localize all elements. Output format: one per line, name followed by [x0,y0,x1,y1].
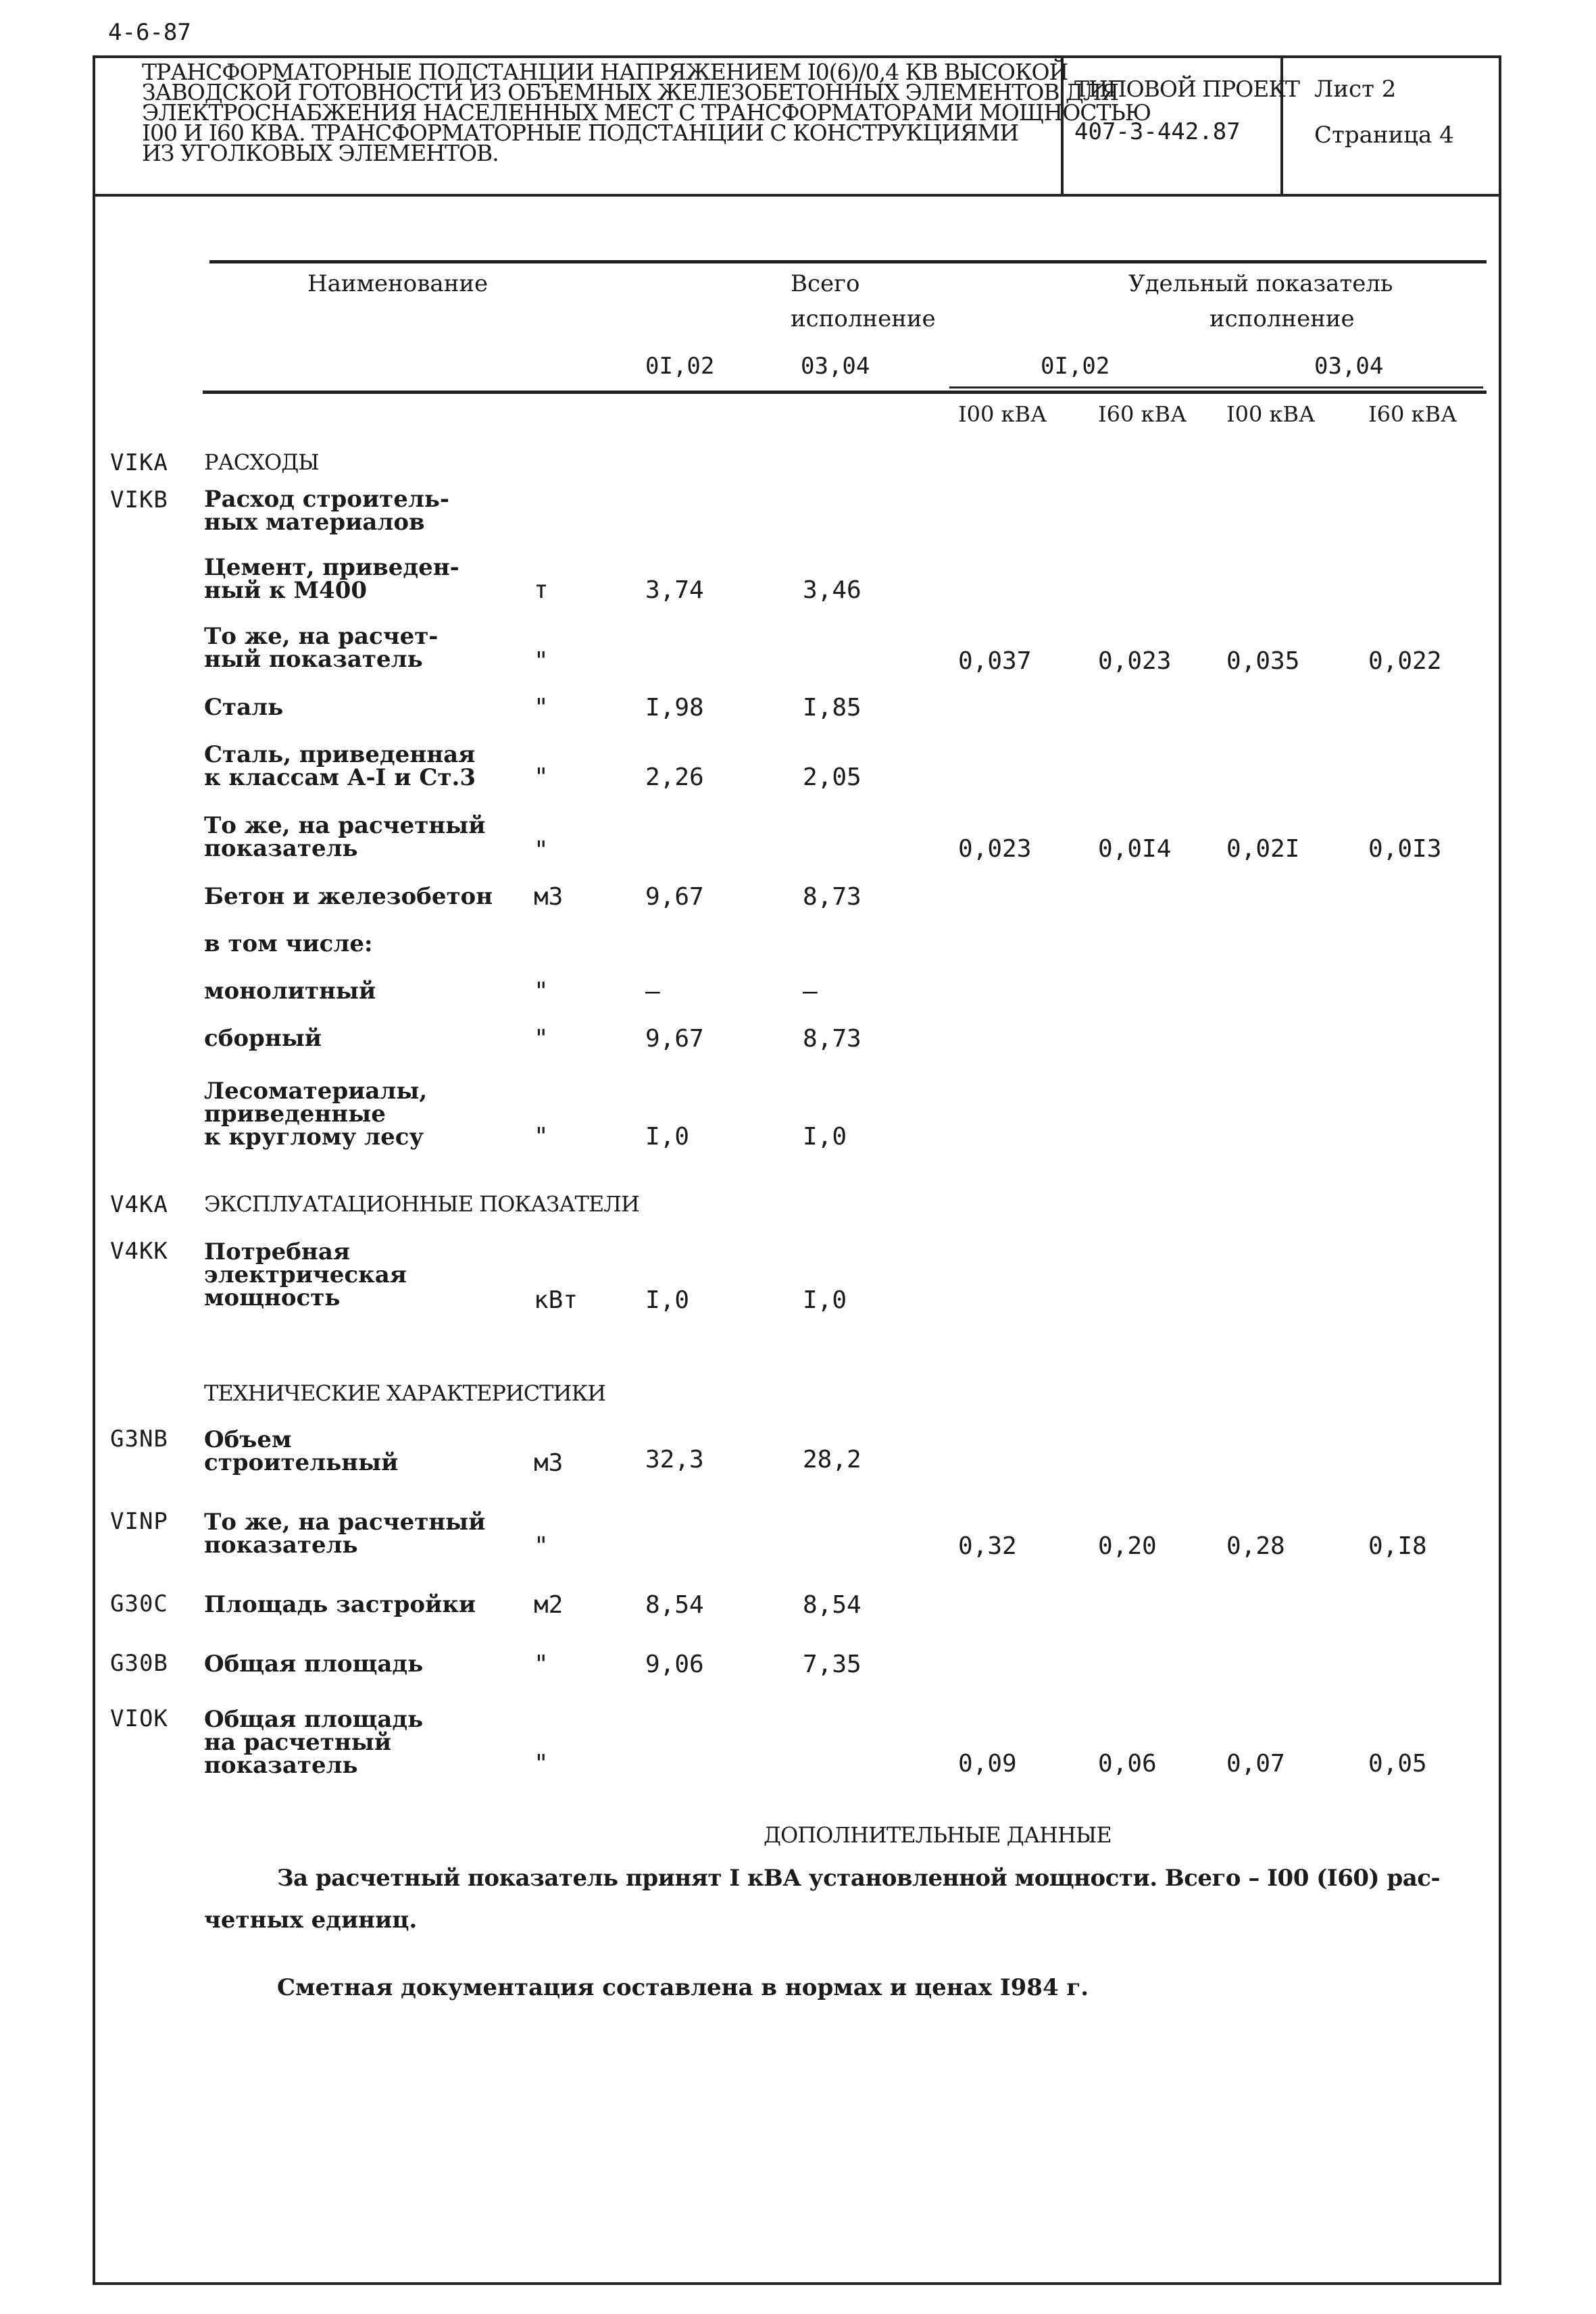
row-label-line: То же, на расчетный [204,812,486,839]
row-unit: " [534,836,549,864]
row-label [204,1653,423,1676]
row-label-line: монолитный [204,978,376,1005]
row-label [204,1027,322,1050]
section-heading-technical: ТЕХНИЧЕСКИЕ ХАРАКТЕРИСТИКИ [204,1380,606,1406]
row-label-line: сборный [204,1025,322,1052]
row-unit: т [534,576,549,604]
header-kva-3: I00 кВА [1226,401,1316,427]
table-header-rule [203,391,1487,394]
total-0102: – [645,978,660,1005]
row-label-line: Общая площадь [204,1651,424,1678]
title-line: ТРАНСФОРМАТОРНЫЕ ПОДСТАНЦИИ НАПРЯЖЕНИЕМ I0(6)/0,4 КВ ВЫСОКОЙ [142,59,1068,85]
row-unit: " [534,694,549,722]
spec-100-0102: 0,09 [958,1750,1017,1778]
title-line: I00 И I60 КВА. ТРАНСФОРМАТОРНЫЕ ПОДСТАНЦИИ С КОНСТРУКЦИЯМИ [142,120,1019,146]
row-label [204,488,449,534]
row-label [204,1708,423,1777]
row-label-line: строительный [204,1449,399,1476]
page-frame [93,55,1501,2285]
total-0102: 9,67 [645,883,704,911]
row-label-line: Общая площадь [204,1706,424,1733]
header-spec-0102: 0I,02 [1041,353,1110,380]
row-label [204,1240,407,1309]
row-label [204,743,476,789]
row-code: V4KK [110,1238,168,1265]
total-0304: 8,73 [803,883,862,911]
spec-100-0102: 0,037 [958,647,1032,675]
total-0304: 28,2 [803,1446,862,1474]
row-label-line: ных материалов [204,509,425,536]
row-label-line: к круглому лесу [204,1124,424,1151]
header-specific-exec: исполнение [1210,305,1355,332]
row-code: VIKB [110,486,168,513]
row-label [204,814,485,860]
header-specific: Удельный показатель [1128,270,1393,297]
row-code: G3NB [110,1426,168,1453]
section-heading-operational: ЭКСПЛУАТАЦИОННЫЕ ПОКАЗАТЕЛИ [204,1191,639,1217]
total-0304: I,85 [803,694,862,722]
total-0102: 8,54 [645,1591,704,1619]
header-total-exec: исполнение [791,305,936,332]
spec-100-0304: 0,07 [1226,1750,1285,1778]
row-unit: " [534,978,549,1005]
header-total: Всего [791,270,860,297]
total-0304: 8,54 [803,1591,862,1619]
row-code: VIKA [110,449,168,476]
spec-160-0304: 0,I8 [1368,1532,1427,1560]
row-label-line: Цемент, приведен- [204,554,459,581]
total-0304: 3,46 [803,576,862,604]
total-0304: – [803,978,818,1005]
row-label [204,556,459,602]
total-0102: 32,3 [645,1446,704,1474]
additional-paragraph-1: За расчетный показатель принят I кВА установленной мощности. Всего – I00 (I60) рас- [277,1865,1441,1892]
row-label-line: Бетон и железобетон [204,883,493,910]
row-label-line: Расход строитель- [204,486,450,513]
spec-100-0304: 0,28 [1226,1532,1285,1560]
row-label-line: ный показатель [204,646,423,673]
section-heading-expenses: РАСХОДЫ [204,449,319,475]
row-unit: м3 [534,883,564,911]
title-line: ИЗ УГОЛКОВЫХ ЭЛЕМЕНТОВ. [142,140,499,166]
project-label: ТИПОВОЙ ПРОЕКТ [1074,76,1299,102]
row-unit: м2 [534,1591,564,1619]
spec-160-0102: 0,023 [1098,647,1172,675]
row-label-line: Лесоматериалы, [204,1078,428,1105]
total-0304: 2,05 [803,763,862,791]
row-label [204,1593,476,1616]
header-kva-4: I60 кВА [1368,401,1457,427]
row-label-line: Потребная [204,1238,350,1265]
row-label [204,980,376,1003]
total-0102: 9,06 [645,1651,704,1678]
row-label-line: показатель [204,835,358,862]
row-label [204,1511,485,1557]
row-label [204,1428,398,1474]
total-0102: I,98 [645,694,704,722]
row-label-line: То же, на расчет- [204,623,439,650]
row-label [204,932,373,955]
row-label-line: Объем [204,1426,292,1453]
row-label [204,625,438,671]
row-code: V4KA [110,1191,168,1218]
header-spec-0304: 03,04 [1314,353,1384,380]
spec-100-0304: 0,02I [1226,835,1300,863]
spec-100-0102: 0,32 [958,1532,1017,1560]
sheet-number: Лист 2 [1314,76,1397,103]
additional-paragraph-1-cont: четных единиц. [204,1907,418,1934]
header-name: Наименование [307,270,489,297]
row-label-line: электрическая [204,1261,407,1288]
spec-160-0102: 0,06 [1098,1750,1157,1778]
row-code: G30C [110,1590,168,1617]
doc-code: 4-6-87 [108,19,191,46]
total-0304: I,0 [803,1286,847,1314]
total-0102: 3,74 [645,576,704,604]
header-kva-2: I60 кВА [1098,401,1187,427]
row-code: VINP [110,1508,168,1535]
row-unit: " [534,647,549,675]
header-col-0102: 0I,02 [645,353,715,380]
row-unit: " [534,763,549,791]
row-label-line: в том числе: [204,930,373,957]
row-label-line: приведенные [204,1101,386,1128]
spec-160-0304: 0,05 [1368,1750,1427,1778]
spec-100-0304: 0,035 [1226,647,1300,675]
row-label-line: показатель [204,1752,358,1779]
row-unit: " [534,1532,549,1560]
title-line: ЗАВОДСКОЙ ГОТОВНОСТИ ИЗ ОБЪЕМНЫХ ЖЕЛЕЗОБЕТОННЫХ ЭЛЕМЕНТОВ ДЛЯ [142,79,1119,105]
row-label-line: Сталь, приведенная [204,741,476,768]
spec-160-0102: 0,0I4 [1098,835,1172,863]
row-unit: " [534,1750,549,1778]
total-0304: 8,73 [803,1025,862,1053]
total-0102: I,0 [645,1286,690,1314]
spec-160-0304: 0,0I3 [1368,835,1442,863]
row-label-line: показатель [204,1532,358,1559]
header-col-0304: 03,04 [801,353,870,380]
row-code: G30B [110,1650,168,1677]
row-unit: кВт [534,1286,578,1314]
total-0102: 9,67 [645,1025,704,1053]
additional-heading: ДОПОЛНИТЕЛЬНЫЕ ДАННЫЕ [764,1822,1112,1848]
row-code: VIOK [110,1705,168,1732]
row-label [204,696,283,719]
project-number: 407-3-442.87 [1074,118,1241,145]
total-0102: 2,26 [645,763,704,791]
table-top-rule [209,260,1487,263]
row-label-line: Площадь застройки [204,1591,476,1618]
title-line: ЭЛЕКТРОСНАБЖЕНИЯ НАСЕЛЕННЫХ МЕСТ С ТРАНСФОРМАТОРАМИ МОЩНОСТЬЮ [142,99,1151,126]
spec-160-0102: 0,20 [1098,1532,1157,1560]
row-unit: м3 [534,1449,564,1477]
spec-100-0102: 0,023 [958,835,1032,863]
row-label-line: То же, на расчетный [204,1509,486,1536]
row-label [204,1080,427,1149]
row-label [204,885,493,908]
header-kva-1: I00 кВА [958,401,1047,427]
row-unit: " [534,1123,549,1151]
document-title [142,59,1151,166]
header-mid-rule [949,386,1483,388]
row-unit: " [534,1025,549,1053]
page-number: Страница 4 [1314,122,1454,149]
row-label-line: Сталь [204,694,284,721]
additional-paragraph-2: Сметная документация составлена в нормах и ценах I984 г. [277,1974,1089,2001]
row-label-line: ный к М400 [204,577,368,604]
total-0304: I,0 [803,1123,847,1151]
row-unit: " [534,1651,549,1678]
row-label-line: к классам А-I и Ст.3 [204,764,476,791]
total-0102: I,0 [645,1123,690,1151]
total-0304: 7,35 [803,1651,862,1678]
row-label-line: мощность [204,1284,341,1311]
spec-160-0304: 0,022 [1368,647,1442,675]
row-label-line: на расчетный [204,1729,392,1756]
